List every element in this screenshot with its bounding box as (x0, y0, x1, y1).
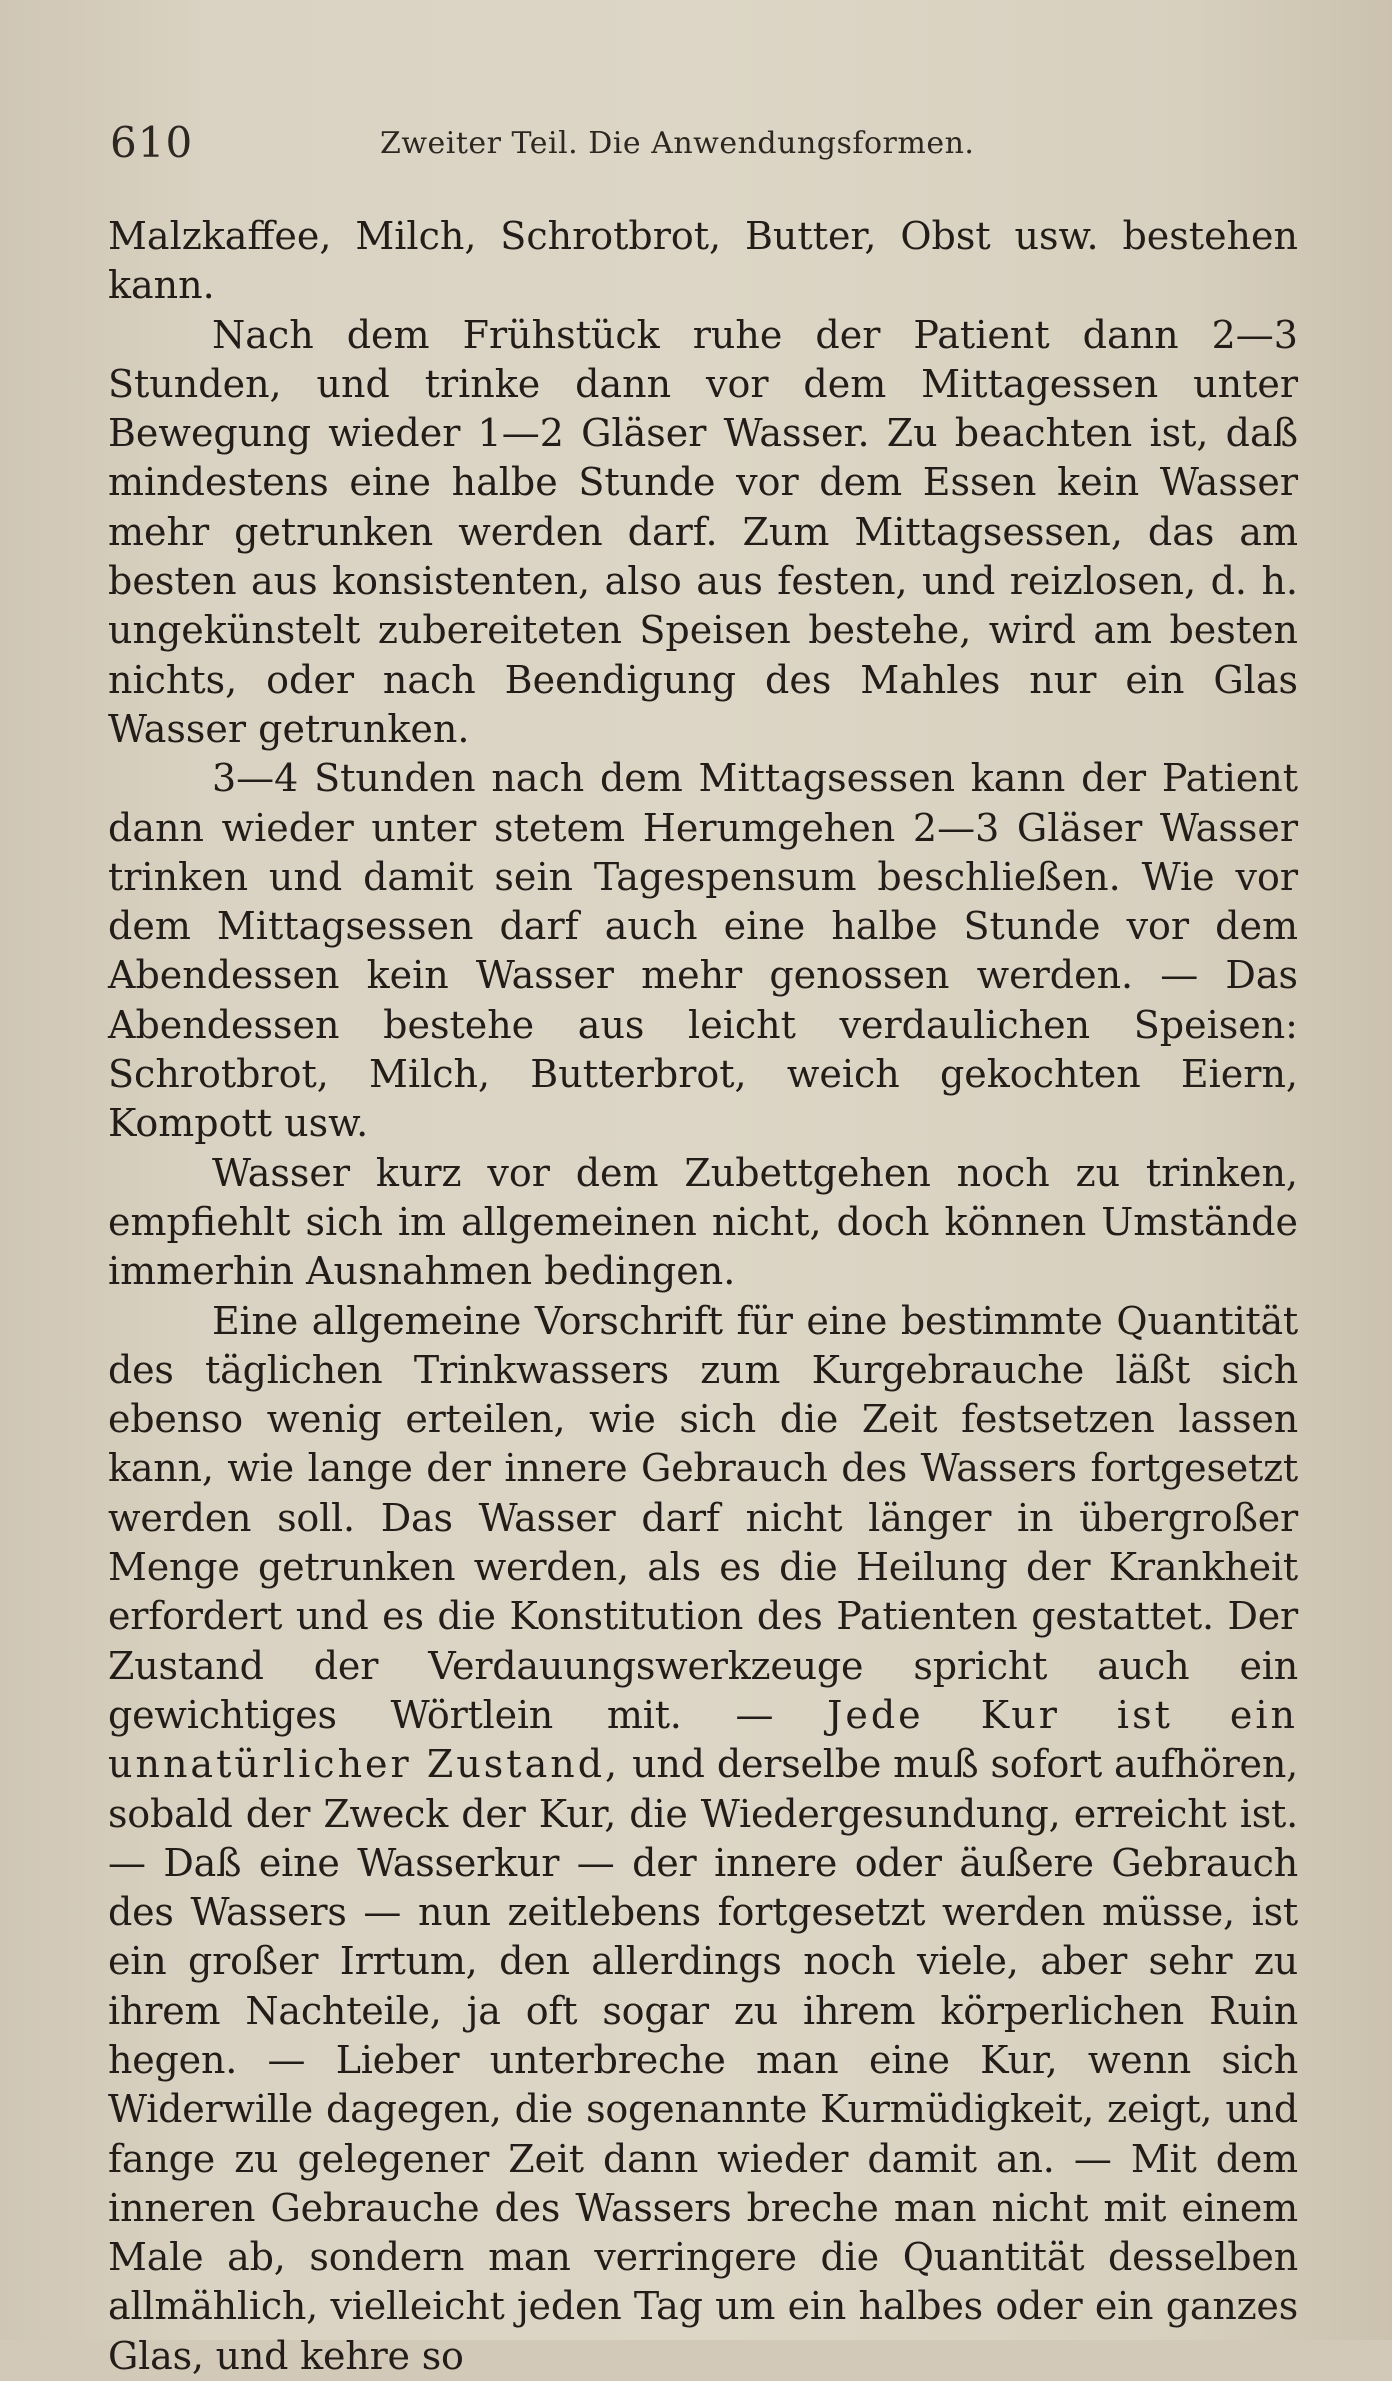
page-number: 610 (110, 118, 194, 167)
running-title: Zweiter Teil. Die Anwendungsformen. (380, 126, 975, 161)
paragraph-1: Malzkaffee, Milch, Schrotbrot, Butter, Obst usw. bestehen kann. (108, 214, 1298, 308)
paragraph-5-part-1: Eine allgemeine Vorschrift für eine bestimmte Quantität des täglichen Trinkwassers zum Kurgebrauche läßt sich ebenso wenig erteilen, wie sich die Zeit festsetzen lassen kann, wie lange der innere Gebrauch des Wassers fortgesetzt werden soll. Das Wasser darf nicht länger in übergroßer Menge getrunken werden, als es die Heilung der Krankheit erfordert und es die Konstitution des Patienten gestattet. Der Zustand der Verdauungswerkzeuge spricht auch ein gewichtiges Wörtlein mit. — (108, 1298, 1298, 1737)
paragraph-4: Wasser kurz vor dem Zubettgehen noch zu trinken, empfiehlt sich im allgemeinen nicht, doch können Umstände immerhin Ausnahmen bedingen. (108, 1150, 1298, 1294)
body-text (108, 212, 1298, 2381)
paragraph-2: Nach dem Frühstück ruhe der Patient dann 2—3 Stunden, und trinke dann vor dem Mittagessen unter Bewegung wieder 1—2 Gläser Wasser. Zu beachten ist, daß mindestens eine halbe Stunde vor dem Essen kein Wasser mehr getrunken werden darf. Zum Mittagsessen, das am besten aus konsistenten, also aus festen, und reizlosen, d. h. ungekünstelt zubereiteten Speisen bestehe, wird am besten nichts, oder nach Beendigung des Mahles nur ein Glas Wasser getrunken. (108, 312, 1298, 751)
paragraph-5 (108, 1297, 1298, 2381)
emphasized-phrase: Jede Kur ist ein unnatürlicher Zustand, (108, 1692, 1298, 1787)
paragraph-3: 3—4 Stunden nach dem Mittagsessen kann der Patient dann wieder unter stetem Herumgehen 2—3 Gläser Wasser trinken und damit sein Tagespensum beschließen. Wie vor dem Mittagsessen darf auch eine halbe Stunde vor dem Abendessen kein Wasser mehr genossen werden. — Das Abendessen bestehe aus leicht verdaulichen Speisen: Schrotbrot, Milch, Butterbrot, weich gekochten Eiern, Kompott usw. (108, 756, 1298, 1146)
paragraph-5-part-2: und derselbe muß sofort aufhören, sobald der Zweck der Kur, die Wiedergesundung, erreicht ist. — Daß eine Wasserkur — der innere oder äußere Gebrauch des Wassers — nun zeitlebens fortgesetzt werden müsse, ist ein großer Irrtum, den allerdings noch viele, aber sehr zu ihrem Nachteile, ja oft sogar zu ihrem körperlichen Ruin hegen. — Lieber unterbreche man eine Kur, wenn sich Widerwille dagegen, die sogenannte Kurmüdigkeit, zeigt, und fange zu gelegener Zeit dann wieder damit an. — Mit dem inneren Gebrauche des Wassers breche man nicht mit einem Male ab, sondern man verringere die Quantität desselben allmählich, vielleicht jeden Tag um ein halbes oder ein ganzes Glas, und kehre so (108, 1742, 1298, 2378)
page-header (110, 118, 1290, 178)
